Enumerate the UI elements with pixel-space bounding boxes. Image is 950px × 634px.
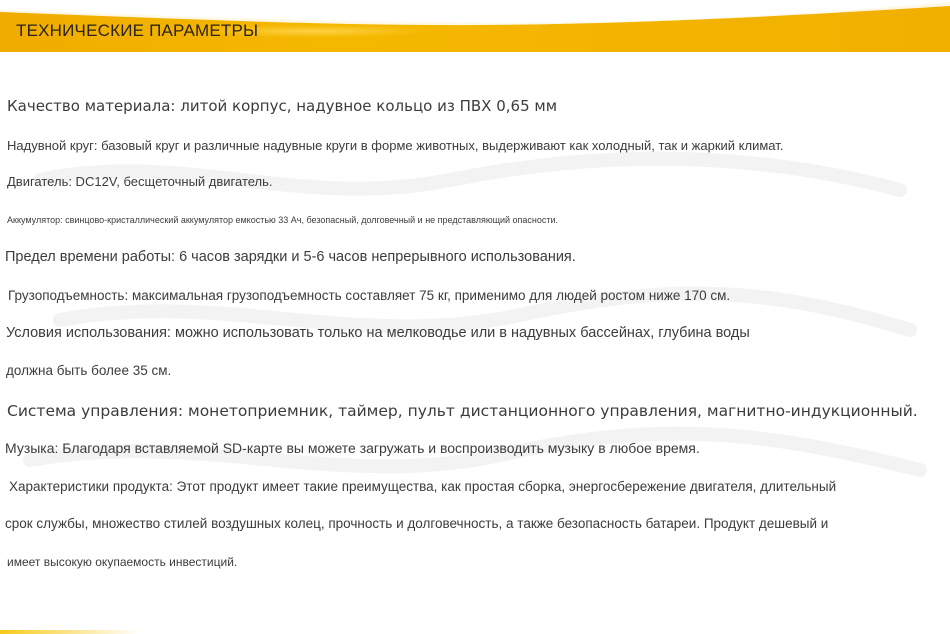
spec-usage-conditions: Условия использования: можно использовать только на мелководье или в надувных бассейнах, глубина воды	[6, 325, 750, 341]
section-title: ТЕХНИЧЕСКИЕ ПАРАМЕТРЫ	[16, 21, 259, 40]
spec-features-end: имеет высокую окупаемость инвестиций.	[7, 555, 238, 569]
spec-usage-conditions-cont: должна быть более 35 см.	[6, 363, 172, 378]
bottom-accent-stripe	[0, 628, 140, 634]
spec-material: Качество материала: литой корпус, надувное кольцо из ПВХ 0,65 мм	[7, 97, 558, 115]
spec-motor: Двигатель: DC12V, бесщеточный двигатель.	[7, 174, 273, 189]
spec-load-capacity: Грузоподъемность: максимальная грузоподъемность составляет 75 кг, применимо для людей ростом ниже 170 см.	[8, 288, 731, 303]
spec-control-system: Система управления: монетоприемник, таймер, пульт дистанционного управления, магнитно-индукционный.	[7, 402, 918, 420]
spec-run-time: Предел времени работы: 6 часов зарядки и 5-6 часов непрерывного использования.	[5, 249, 576, 265]
header-band	[0, 0, 950, 52]
spec-inflatable-ring: Надувной круг: базовый круг и различные надувные круги в форме животных, выдерживают как холодный, так и жаркий климат.	[7, 138, 784, 153]
spec-music: Музыка: Благодаря вставляемой SD-карте вы можете загружать и воспроизводить музыку в любое время.	[5, 440, 700, 456]
spec-features-cont: срок службы, множество стилей воздушных колец, прочность и долговечность, а также безопасность батареи. Продукт дешевый и	[5, 516, 829, 531]
spec-features: Характеристики продукта: Этот продукт имеет такие преимущества, как простая сборка, энергосбережение двигателя, длительный	[9, 479, 837, 494]
spec-battery: Аккумулятор: свинцово-кристаллический аккумулятор емкостью 33 Ач, безопасный, долговечный и не представляющий опасности.	[7, 215, 559, 225]
